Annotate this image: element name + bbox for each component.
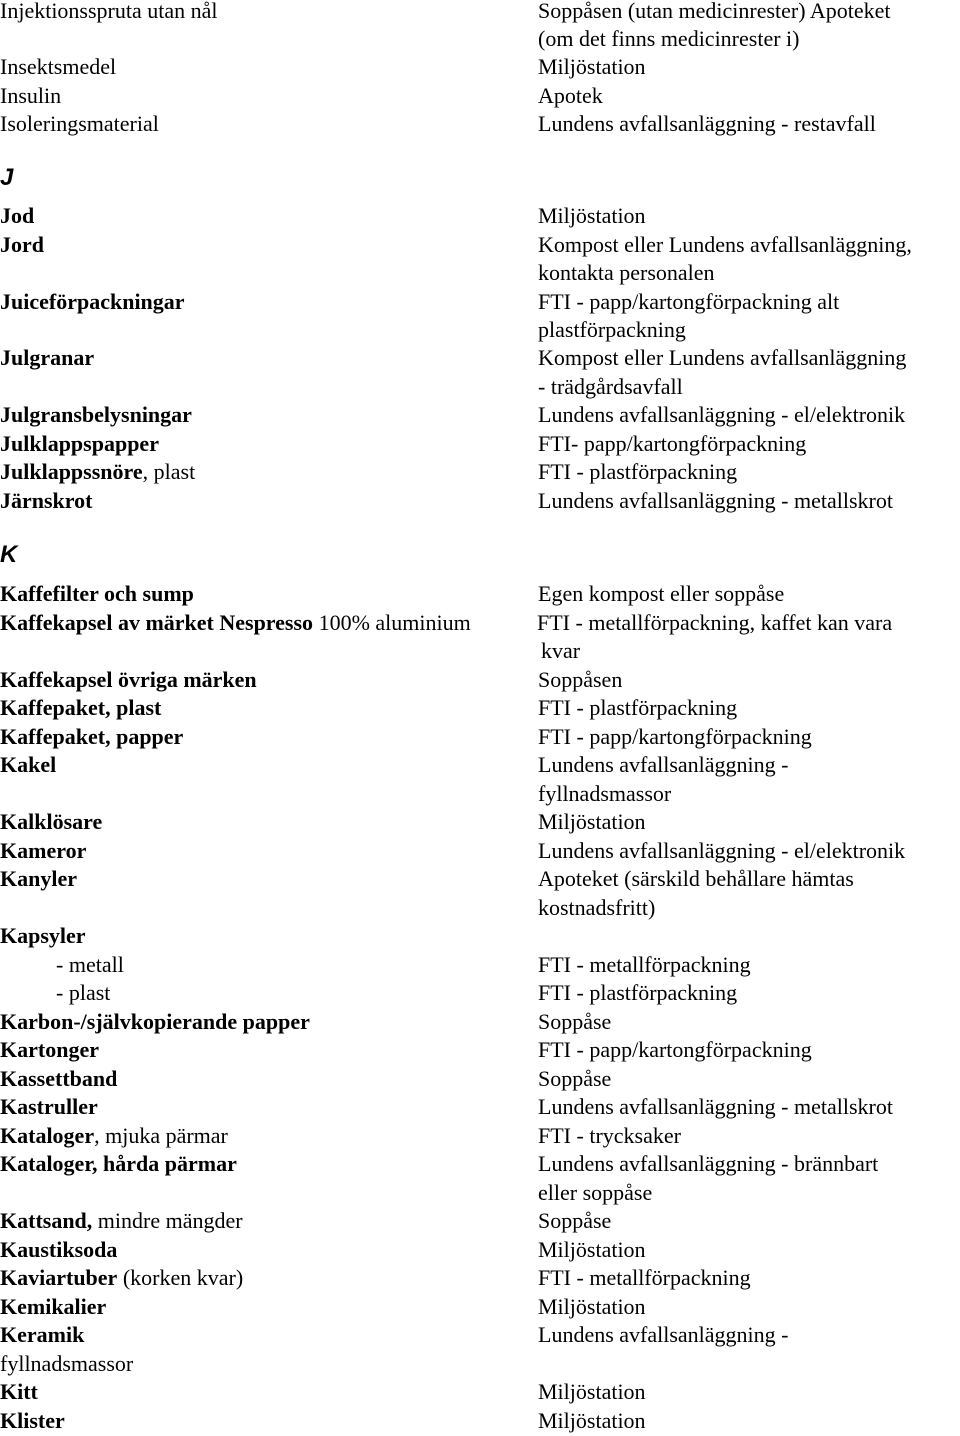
entry-name: Järnskrot — [0, 488, 93, 513]
entry-destination: Soppåse — [538, 1066, 612, 1091]
entry-destination: plastförpackning — [538, 317, 686, 342]
entry-destination: Soppåse — [538, 1208, 612, 1233]
entry-destination: FTI - metallförpackning — [538, 952, 751, 977]
entry-subitem: - plast — [56, 980, 111, 1005]
entry-destination: Soppåsen — [538, 667, 623, 692]
entry-destination: Lundens avfallsanläggning - el/elektronik — [538, 838, 906, 863]
entry-name: Kassettband — [0, 1066, 118, 1091]
entry-destination: Lundens avfallsanläggning - el/elektronik — [538, 402, 906, 427]
entry-destination: Miljöstation — [538, 1237, 646, 1262]
entry-name: Kaffepaket, papper — [0, 724, 184, 749]
entry-destination: Miljöstation — [538, 54, 646, 79]
entry-name: Kalklösare — [0, 809, 103, 834]
entry-name: Juiceförpackningar — [0, 289, 185, 314]
entry-destination: FTI - metallförpackning, kaffet kan vara — [537, 610, 893, 635]
entry-destination: FTI - papp/kartongförpackning — [538, 724, 812, 749]
entry-name: Kitt — [0, 1379, 38, 1404]
entry-subitem: - metall — [56, 952, 124, 977]
entry-name: Kaustiksoda — [0, 1237, 118, 1262]
entry-name: Kaviartuber (korken kvar) — [0, 1265, 244, 1290]
entry-destination: Egen kompost eller soppåse — [538, 581, 785, 606]
entry-name: Karbon-/självkopierande papper — [0, 1009, 310, 1034]
entry-destination: FTI - papp/kartongförpackning — [538, 1037, 812, 1062]
entry-name: Kakel — [0, 752, 57, 777]
entry-destination: Lundens avfallsanläggning - brännbart — [538, 1151, 879, 1176]
section-heading-k: K — [0, 541, 18, 568]
entry-destination: Lundens avfallsanläggning - metallskrot — [538, 1094, 893, 1119]
entry-destination: Miljöstation — [538, 1294, 646, 1319]
entry-name: Kaffepaket, plast — [0, 695, 162, 720]
entry-destination: - trädgårdsavfall — [538, 374, 683, 399]
entry-name: Kataloger, hårda pärmar — [0, 1151, 237, 1176]
entry-destination: Miljöstation — [538, 1379, 646, 1404]
entry-destination: Soppåsen (utan medicinrester) Apoteket — [538, 0, 891, 23]
entry-destination: FTI - plastförpackning — [538, 695, 738, 720]
entry-destination: kostnadsfritt) — [538, 895, 656, 920]
entry-destination: FTI - plastförpackning — [538, 980, 738, 1005]
entry-name: Julklappspapper — [0, 431, 159, 456]
entry-destination: Miljöstation — [538, 809, 646, 834]
entry-destination: fyllnadsmassor — [538, 781, 672, 806]
entry-name: Kameror — [0, 838, 87, 863]
entry-name: Kaffefilter och sump — [0, 581, 194, 606]
entry-destination: kvar — [541, 638, 581, 663]
entry-destination: Apoteket (särskild behållare hämtas — [538, 866, 854, 891]
entry-name: Kastruller — [0, 1094, 98, 1119]
entry-destination: Miljöstation — [538, 203, 646, 228]
entry-destination: FTI - metallförpackning — [538, 1265, 751, 1290]
entry-destination: FTI- papp/kartongförpackning — [538, 431, 807, 456]
entry-name: Kataloger, mjuka pärmar — [0, 1123, 228, 1148]
entry-name: Jord — [0, 232, 44, 257]
entry-name: Julgranar — [0, 345, 95, 370]
entry-name: Isoleringsmaterial — [0, 111, 159, 136]
entry-name: Keramik — [0, 1322, 85, 1347]
entry-destination: Kompost eller Lundens avfallsanläggning, — [538, 232, 912, 257]
entry-name: Julklappssnöre, plast — [0, 459, 196, 484]
entry-name: Kanyler — [0, 866, 77, 891]
entry-name: Injektionsspruta utan nål — [0, 0, 218, 23]
entry-destination: kontakta personalen — [538, 260, 715, 285]
entry-destination: FTI - trycksaker — [538, 1123, 681, 1148]
entry-name: Insulin — [0, 83, 62, 108]
entry-destination: Lundens avfallsanläggning - — [538, 752, 789, 777]
entry-destination: (om det finns medicinrester i) — [538, 26, 800, 51]
entry-destination: Soppåse — [538, 1009, 612, 1034]
entry-name: Kapsyler — [0, 923, 86, 948]
entry-destination: FTI - papp/kartongförpackning alt — [538, 289, 840, 314]
section-heading-j: J — [0, 164, 14, 191]
entry-name: Insektsmedel — [0, 54, 117, 79]
entry-name: Kaffekapsel övriga märken — [0, 667, 257, 692]
entry-destination: Lundens avfallsanläggning - metallskrot — [538, 488, 893, 513]
entry-destination: Miljöstation — [538, 1408, 646, 1433]
entry-name: Klister — [0, 1408, 65, 1433]
entry-name: Kattsand, mindre mängder — [0, 1208, 243, 1233]
entry-destination: FTI - plastförpackning — [538, 459, 738, 484]
entry-name: Kemikalier — [0, 1294, 107, 1319]
entry-destination: Lundens avfallsanläggning - — [538, 1322, 789, 1347]
entry-name: fyllnadsmassor — [0, 1351, 134, 1376]
entry-destination: eller soppåse — [538, 1180, 653, 1205]
entry-destination: Kompost eller Lundens avfallsanläggning — [538, 345, 907, 370]
entry-name: Kartonger — [0, 1037, 99, 1062]
entry-name: Kaffekapsel av märket Nespresso 100% aluminium — [0, 610, 471, 635]
entry-name: Julgransbelysningar — [0, 402, 192, 427]
entry-destination: Lundens avfallsanläggning - restavfall — [538, 111, 876, 136]
entry-name: Jod — [0, 203, 35, 228]
entry-destination: Apotek — [538, 83, 603, 108]
